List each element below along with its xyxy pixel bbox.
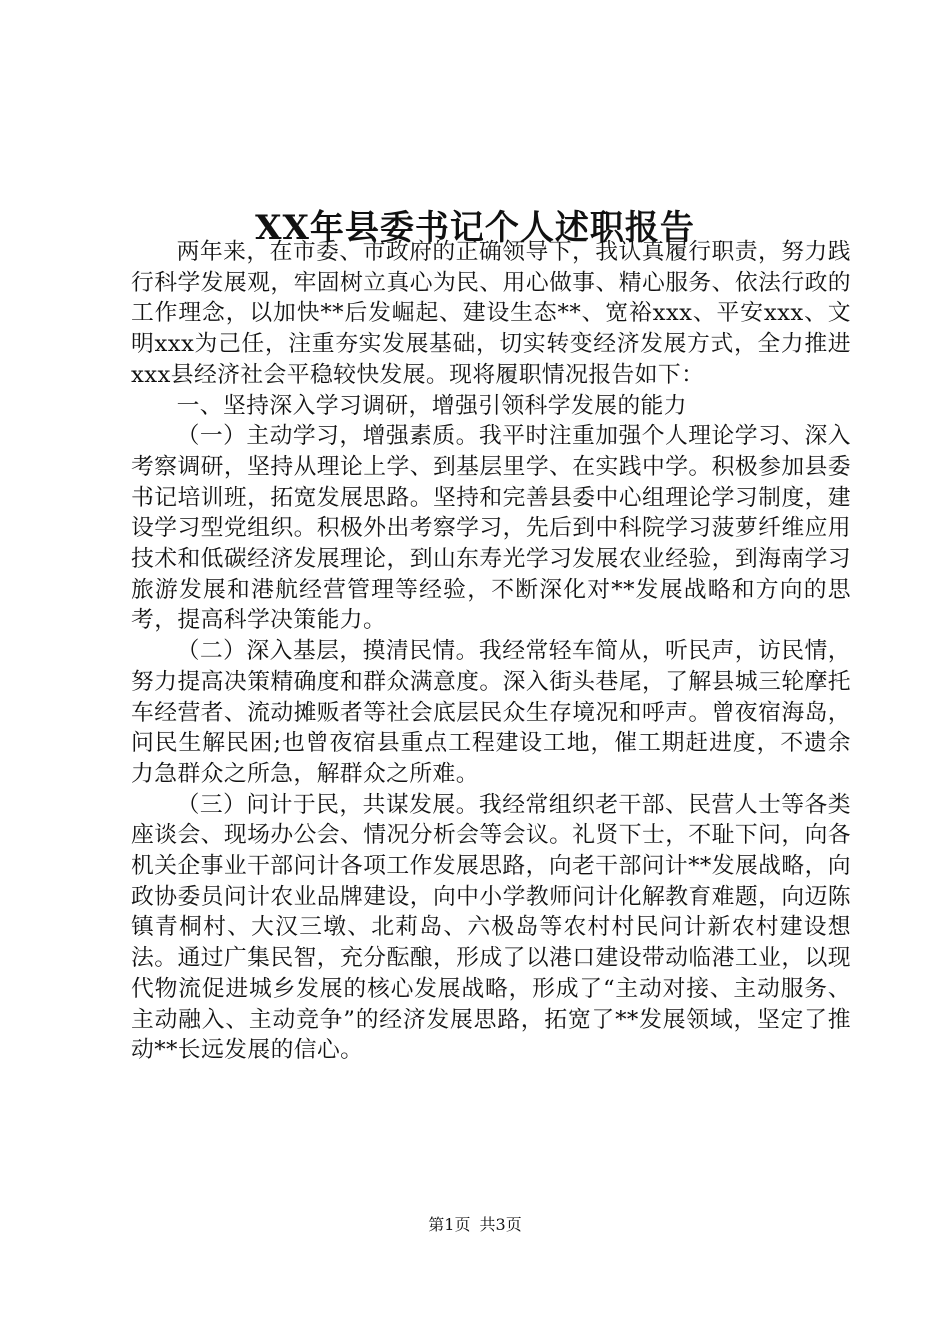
paragraph-intro: 两年来，在市委、市政府的正确领导下，我认真履行职责，努力践行科学发展观，牢固树立真心为民、用心做事、精心服务、依法行政的工作理念，以加快**后发崛起、建设生态**、宽裕xxx、平安xxx、文明xxx为己任，注重夯实发展基础，切实转变经济发展方式，全力推进xxx县经济社会平稳较快发展。现将履职情况报告如下： <box>131 239 851 388</box>
page-number: 第1页 <box>428 1215 471 1234</box>
page-total: 共3页 <box>479 1215 522 1234</box>
document-title: XX年县委书记个人述职报告 <box>255 207 695 248</box>
paragraph-consult-people: （三）问计于民，共谋发展。我经常组织老干部、民营人士等各类座谈会、现场办公会、情况分析会等会议。礼贤下士，不耻下问，向各机关企事业干部问计各项工作发展思路，向老干部问计**发展战略，向政协委员问计农业品牌建设，向中小学教师问计化解教育难题，向迈陈镇青桐村、大汉三墩、北莉岛、六极岛等农村村民问计新农村建设想法。通过广集民智，充分酝酿，形成了以港口建设带动临港工业，以现代物流促进城乡发展的核心发展战略，形成了“主动对接、主动服务、主动融入、主动竞争”的经济发展思路，拓宽了**发展领域，坚定了推动**长远发展的信心。 <box>131 791 851 1064</box>
paragraph-active-learning: （一）主动学习，增强素质。我平时注重加强个人理论学习、深入考察调研，坚持从理论上学、到基层里学、在实践中学。积极参加县委书记培训班，拓宽发展思路。坚持和完善县委中心组理论学习制度，建设学习型党组织。积极外出考察学习，先后到中科院学习菠萝纤维应用技术和低碳经济发展理论，到山东寿光学习发展农业经验，到海南学习旅游发展和港航经营管理等经验，不断深化对**发展战略和方向的思考，提高科学决策能力。 <box>131 423 851 634</box>
document-body <box>131 237 851 1066</box>
page-footer <box>0 1213 950 1237</box>
paragraph-grassroots: （二）深入基层，摸清民情。我经常轻车简从，听民声，访民情，努力提高决策精确度和群众满意度。深入街头巷尾，了解县城三轮摩托车经营者、流动摊贩者等社会底层民众生存境况和呼声。曾夜宿海岛，问民生解民困;也曾夜宿县重点工程建设工地，催工期赶进度，不遗余力急群众之所急，解群众之所难。 <box>131 638 851 787</box>
section-heading-1: 一、坚持深入学习调研，增强引领科学发展的能力 <box>176 392 687 419</box>
